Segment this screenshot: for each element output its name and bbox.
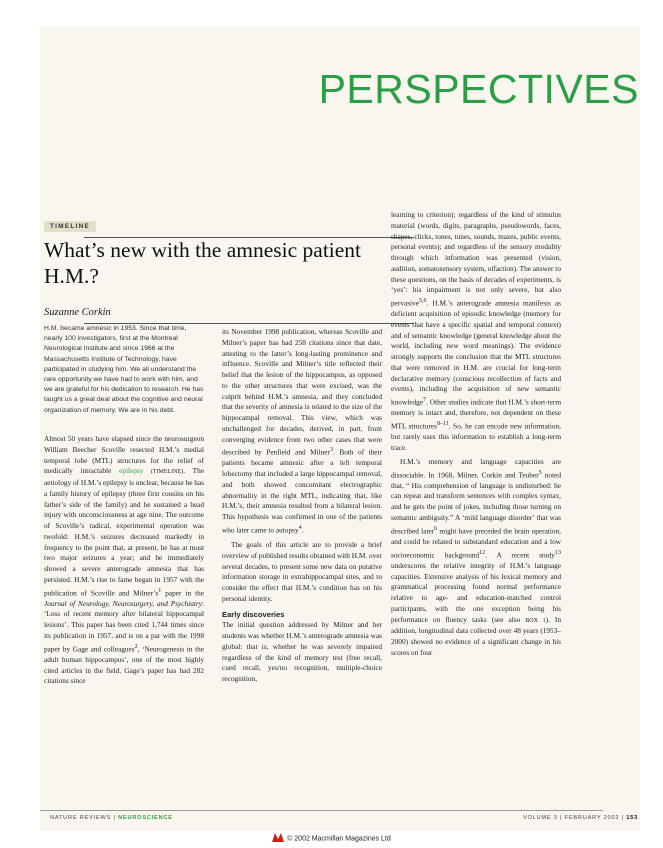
text-run: . H.M.’s anterograde amnesia manifests as deficient acquisition of episodic knowledge (memory for events that have a specific spatial and temporal context) and of semantic knowledge (general knowledge about the world, including new word meanings). The evidence strongly supports the conclusion that the MTL structures that were removed in H.M. are crucial for long-term declarative memory (conscious recollection of facts and events), including the acquisition of new semantic knowledge (391, 298, 561, 407)
column-2 (222, 327, 382, 685)
paragraph (391, 210, 561, 454)
text-run: . The aetiology of H.M.’s epilepsy is unclear, because he has a family history of epilepsy (three first cousins on his father’s side of the family) and he sustained a head injury with unconsciousness at age nine. The outcome of Scoville’s radical, experimental operation was twofold: H.M.’s seizures decreased markedly in frequency to the point that, at present, he has at most two major seizures a year; and he immediately showed a severe anterograde amnesia that has persisted. H.M.’s rise to fame began in 1957 with the publication of Scoville and Milner’s (44, 466, 204, 597)
macmillan-logo-icon (272, 833, 284, 844)
journal-label: NATURE REVIEWS (50, 815, 112, 821)
author-name: Suzanne Corkin (44, 307, 111, 318)
volume-label: VOLUME 3 (522, 815, 558, 821)
footer-separator: | (113, 815, 116, 821)
section-heading: Early discoveries (222, 609, 285, 619)
text-run: . Both of their patients became amnesic after a left temporal lobectomy that included a large hippocampal removal, and both showed concomitant electrographic abnormality in the right MTL, indicating that, like H.M.’s, their amnesia resulted from a bilateral lesion. This hypothesis was confirmed in one of the patients who later came to autopsy (222, 447, 382, 535)
copyright-line (0, 833, 663, 844)
text-run: . A recent study (485, 550, 555, 560)
timeline-tag: TIMELINE (44, 221, 96, 232)
footer-rule (40, 810, 603, 811)
text-run: ). In addition, longitudinal data collected over 48 years (1953–2000) showed no evidence of a significant change in his scores on four (391, 614, 561, 657)
column-1 (44, 434, 204, 687)
subject-label: NEUROSCIENCE (118, 815, 173, 821)
text-run: : ‘Loss of recent memory after bilateral hippocampal lesions’. This paper has been cited 1,744 times since its publication in 1957, and is on a par with the 1998 paper by Gage and colleagues (44, 598, 204, 654)
paragraph (222, 327, 382, 536)
text-run: . So, he can encode new information, but rarely uses this information to establish a long-term trace. (391, 421, 562, 453)
paragraph (44, 434, 204, 687)
article-title: What’s new with the amnesic patient H.M.? (44, 238, 362, 288)
citation: 5,6 (418, 298, 427, 304)
citation: 12 (479, 549, 486, 556)
citation: 13 (554, 549, 561, 556)
citation: 5 (538, 469, 542, 476)
glossary-link-epilepsy[interactable]: epilepsy (119, 466, 144, 476)
text-run: paper in the (161, 587, 204, 597)
date-label: FEBRUARY 2002 (564, 815, 620, 821)
paragraph: The initial question addressed by Milner and her students was whether H.M.’s anterograde amnesia was global: that is, whether he was severely impaired regardless of the kind of memory test (free recall, cued recall, yes/no recognition, multiple-choice recognition, (222, 620, 382, 684)
text-run: , ‘Neurogenesis in the adult human hippocampus’, one of the most highly cited articles in the field. Gage’s paper has had 282 citations since (44, 644, 204, 686)
footer-separator: | (560, 815, 563, 821)
column-3 (391, 210, 561, 659)
section-title: PERSPECTIVES (318, 66, 639, 112)
text-run: . (301, 525, 304, 535)
box-reference[interactable]: BOX 1 (525, 617, 546, 624)
paragraph: The goals of this article are to provide a brief overview of published results obtained with H.M. over several decades, to present some new data on putative information storage in extrahippocampal sites, and to consider the effect that H.M.’s condition has on his personal identity. (222, 540, 382, 603)
text-run: H.M.’s memory and language capacities are dissociable. In 1968, Milner, Corkin and Teuber (391, 456, 561, 479)
text-run: noted that, “ His comprehension of language is undisturbed: he can repeat and transform sentences with complex syntax, and he gets the point of jokes, including those turning on semantic ambiguity.” A ‘mild language disorder’ that was described later (391, 469, 561, 536)
page-number: 153 (626, 815, 638, 821)
text-run: might have preceded the brain operation, and could be related to substandard education and a low socioeconomic background (391, 526, 561, 560)
citation: 8–11 (436, 421, 449, 428)
journal-name: Journal of Neurology, Neurosurgery, and Psychiatry (44, 598, 202, 608)
text-run: learning to criterion); regardless of the kind of stimulus material (words, digits, paragraphs, pseudowords, faces, shapes, clicks, tones, tunes, sounds, mazes, public events, personal events); and regardless of the sensory modality through which information was presented (vision, audition, somatosensory system, olfaction). The answer to these questions, on the basis of decades of experiments, is ‘yes’: his impairment is not only severe, but also pervasive (391, 210, 561, 308)
citation: 3 (329, 447, 334, 454)
citation: 6 (434, 525, 438, 532)
text-run: underscores the relative integrity of H.M.’s language capacities. Extensive analysis of his lexical memory and grammatical processing found normal performance relative to age- and education-matched control participants, with the one exception being his performance on fluency tasks (see also (391, 560, 561, 624)
citation: 2 (134, 643, 138, 650)
citation: 4 (298, 524, 302, 531)
footer-separator: | (621, 815, 624, 821)
text-run: its November 1998 publication, whereas Scoville and Milner’s paper has had 258 citations since that date, attesting to the latter’s long-lasting prominence and influence. Scoville and Milner’s title reflected their belief that the lesion of the hippocampus, as opposed to the other structures that were excised, was the culprit behind H.M.’s amnesia, and they concluded that the severity of amnesia is related to the size of the hippocampal removal. This view, which was unchallenged for decades, derived, in part, from converging evidence from two other cases that were described by Penfield and Milner (222, 327, 382, 457)
text-run: . Other studies indicate that H.M.’s short-term memory is intact and, therefore, not dependent on these MTL structures (391, 397, 561, 431)
copyright-text: © 2002 Macmillan Magazines Ltd (287, 835, 391, 843)
timeline-reference: (TIMELINE) (143, 469, 184, 476)
footer-issue (523, 815, 638, 821)
footer-journal (50, 815, 173, 821)
abstract: H.M. became amnesic in 1953. Since that time, nearly 100 investigators, first at the Montreal Neurological Institute and since 1966 at the Massachusetts Institute of Technology, have participated in studying him. We all understand the rare opportunity we have had to work with him, and we are grateful for his dedication to research. He has taught us a great deal about the cognitive and neural organization of memory. We are in his debt. (44, 325, 204, 414)
text-run: Almost 50 years have elapsed since the neurosurgeon William Beecher Scoville resected H.M.’s medial temporal lobe (MTL) structures for the relief of medically intractable (44, 434, 204, 476)
citation: 7 (423, 397, 427, 404)
paragraph (391, 457, 561, 659)
citation: 1 (158, 587, 162, 594)
